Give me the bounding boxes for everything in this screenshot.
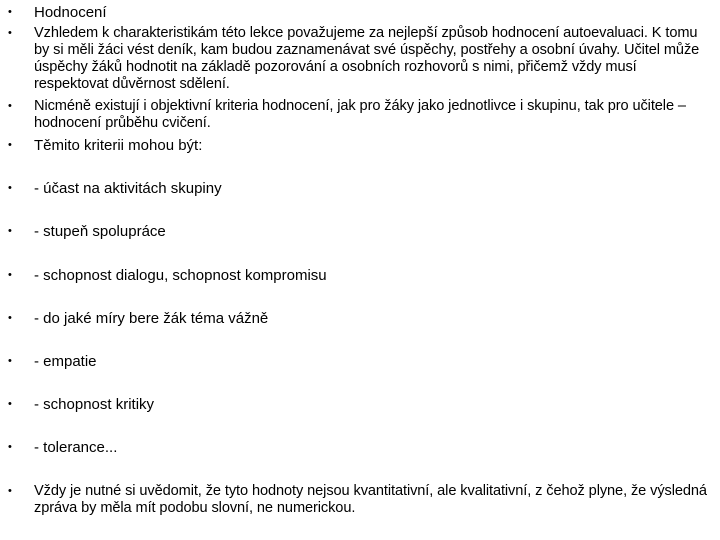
list-item [8,310,708,327]
list-item-text: - tolerance... [34,439,118,456]
bullet-icon: • [8,6,12,18]
list-item-text: Vzhledem k charakteristikám této lekce považujeme za nejlepší způsob hodnocení autoevaluaci. K tomu by si měli žáci vést deník, kam budou zaznamenávat své úspěchy, postřehy a osobní úvahy. Učitel může úspěchy žáků hodnotit na základě pozorování a osobních rozhovorů s nimi, přičemž vždy musí respektovat důvěrnost sdělení. [34,25,700,92]
list-item-text: - do jaké míry bere žák téma vážně [34,310,269,327]
bullet-icon: • [8,485,12,497]
list-item [8,180,708,197]
list-item-text: - stupeň spolupráce [34,223,166,240]
list-item-text: - schopnost kritiky [34,396,155,413]
list-item [8,4,708,21]
list-item-text: - schopnost dialogu, schopnost kompromisu [34,267,327,284]
bullet-icon: • [8,441,12,453]
bullet-icon: • [8,27,12,39]
bullet-icon: • [8,355,12,367]
list-item [8,483,708,517]
bullet-icon: • [8,139,12,151]
bullet-icon: • [8,269,12,281]
bullet-icon: • [8,182,12,194]
list-item [8,223,708,240]
list-item-text: Hodnocení [34,4,107,21]
list-item-text: Nicméně existují i objektivní kriteria hodnocení, jak pro žáky jako jednotlivce i skupinu, tak pro učitele – hodnocení průběhu cvičení. [34,98,686,131]
list-item [8,439,708,456]
list-item-text: - účast na aktivitách skupiny [34,180,222,197]
list-item-text: Těmito kriterii mohou být: [34,137,203,154]
list-item [8,267,708,284]
bullet-icon: • [8,312,12,324]
list-item [8,98,708,132]
list-item [8,137,708,154]
list-item [8,353,708,370]
bullet-icon: • [8,100,12,112]
bullet-icon: • [8,225,12,237]
bullet-icon: • [8,398,12,410]
list-item [8,25,708,93]
list-item-text: - empatie [34,353,97,370]
list-item [8,396,708,413]
list-item-text: Vždy je nutné si uvědomit, že tyto hodnoty nejsou kvantitativní, ale kvalitativní, z čehož plyne, že výsledná zpráva by měla mít podobu slovní, ne numerickou. [34,483,707,516]
